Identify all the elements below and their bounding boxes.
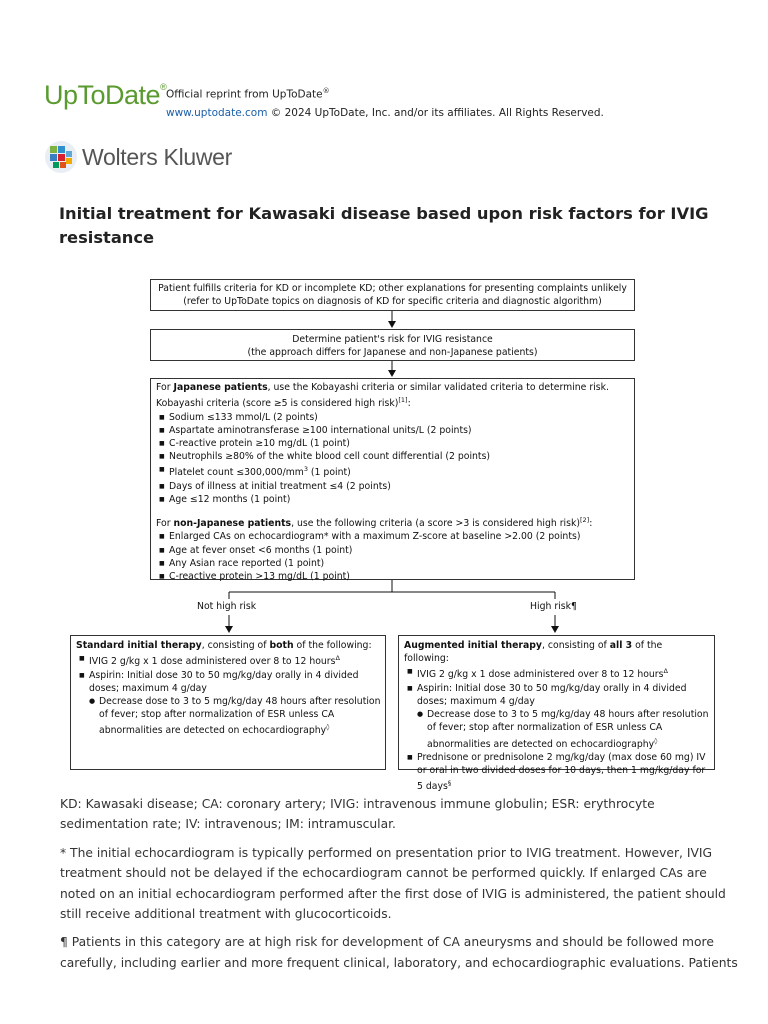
reprint-line: Official reprint from UpToDate [166, 88, 323, 101]
flow-box-augmented-therapy [398, 635, 715, 793]
non-japanese-intro: For non-Japanese patients, use the following criteria (a score >3 is considered high risk)[2]: [156, 516, 593, 530]
list-item: ■ Sodium ≤133 mmol/L (2 points) [169, 411, 630, 424]
reprint-mark: ® [322, 87, 330, 95]
box2-line1: Determine patient's risk for IVIG resistance [292, 334, 493, 345]
ref-1: [1] [398, 396, 408, 405]
kobayashi-list [156, 411, 630, 507]
list-item: ● Decrease dose to 3 to 5 mg/kg/day 48 hours after resolution of fever; stop after normalization of ESR unless CA abnormalities are detected on echocardiography◊ [99, 695, 381, 738]
list-item: ■ Aspirin: Initial dose 30 to 50 mg/kg/day orally in 4 divided doses; maximum 4 g/day [417, 682, 710, 708]
non-japanese-list [156, 530, 630, 583]
list-item: ■ C-reactive protein ≥10 mg/dL (1 point) [169, 437, 630, 450]
uptodate-logo [44, 80, 166, 111]
japanese-label: Japanese patients [173, 382, 268, 393]
list-item: ● Decrease dose to 3 to 5 mg/kg/day 48 hours after resolution of fever; stop after normalization of ESR unless CA abnormalities are detected on echocardiography◊ [427, 708, 710, 751]
echocardiogram-note: * The initial echocardiogram is typically performed on presentation prior to IVIG treatment. However, IVIG treatment should not be delayed if the echocardiogram cannot be performed quickly. If enlarged CAs are noted on an initial echocardiogram performed after the first dose of IVIG is administered, the patient should still receive additional treatment with glucocorticoids. [60, 845, 726, 922]
list-item: ■ IVIG 2 g/kg x 1 dose administered over 8 to 12 hours$^\Delta$ [417, 665, 710, 681]
abbreviations-note: KD: Kawasaki disease; CA: coronary artery; IVIG: intravenous immune globulin; ESR: erythrocyte sedimentation rate; IV: intravenous; IM: intramuscular. [60, 797, 655, 832]
japanese-intro: For Japanese patients, use the Kobayashi criteria or similar validated criteria to determine risk. [156, 382, 609, 393]
list-item: ■ Age at fever onset <6 months (1 point) [169, 544, 630, 557]
wolters-kluwer-logo [44, 140, 232, 174]
list-item: ■ Any Asian race reported (1 point) [169, 557, 630, 570]
box1-line1: Patient fulfills criteria for KD or incomplete KD; other explanations for presenting complaints unlikely [158, 283, 627, 294]
box2-line2: (the approach differs for Japanese and non-Japanese patients) [247, 347, 538, 359]
flow-box-risk [150, 329, 635, 361]
publisher-name: Wolters Kluwer [82, 143, 233, 170]
flow-box-standard-therapy [70, 635, 386, 770]
reprint-notice [166, 82, 604, 122]
augmented-heading: Augmented initial therapy, consisting of all 3 of the following: [404, 640, 663, 665]
list-item: ■ Neutrophils ≥80% of the white blood cell count differential (2 points) [169, 450, 630, 463]
ref-2: [2] [580, 516, 590, 525]
list-item: ■ IVIG 2 g/kg x 1 dose administered over 8 to 12 hours$^\Delta$ [89, 652, 381, 668]
list-item: ■ C-reactive protein >13 mg/dL (1 point) [169, 570, 630, 583]
label-not-high-risk: Not high risk [197, 601, 257, 612]
flow-box-criteria [150, 279, 635, 311]
label-high-risk: High risk¶ [530, 601, 577, 612]
list-item: ■ Prednisone or prednisolone 2 mg/kg/day (max dose 60 mg) IV or oral in two divided doses for 10 days, then 1 mg/kg/day for 5 days§ [417, 751, 710, 794]
flow-box-risk-criteria [150, 378, 635, 580]
standard-heading: Standard initial therapy, consisting of both of the following: [76, 640, 372, 651]
standard-list [76, 652, 381, 737]
box1-line2: (refer to UpToDate topics on diagnosis of KD for specific criteria and diagnostic algorithm) [183, 296, 602, 308]
list-item: ■ Aspirin: Initial dose 30 to 50 mg/kg/day orally in 4 divided doses; maximum 4 g/day [89, 669, 381, 695]
non-japanese-label: non-Japanese patients [173, 518, 292, 530]
kobayashi-line: Kobayashi criteria (score ≥5 is considered high risk)[1]: [156, 396, 411, 410]
brand-text: UpToDate [44, 80, 161, 110]
footnotes [60, 794, 740, 973]
brand-mark: ® [160, 82, 167, 92]
list-item: ■ Age ≤12 months (1 point) [169, 493, 630, 506]
list-item: ■ Enlarged CAs on echocardiogram* with a maximum Z-score at baseline >2.00 (2 points) [169, 530, 630, 543]
list-item: ■ Platelet count $\le 300,000/mm^3$ (1 point) [169, 463, 630, 479]
copyright-text: © 2024 UpToDate, Inc. and/or its affiliates. All Rights Reserved. [270, 106, 604, 119]
list-item: ■ Days of illness at initial treatment ≤4 (2 points) [169, 480, 630, 493]
list-item: ■ Aspartate aminotransferase ≥100 international units/L (2 points) [169, 424, 630, 437]
page-title: Initial treatment for Kawasaki disease based upon risk factors for IVIG resistance [59, 204, 709, 247]
wolters-kluwer-emblem-icon [44, 140, 78, 174]
high-risk-note: ¶ Patients in this category are at high risk for development of CA aneurysms and should be followed more carefully, including earlier and more frequent clinical, laboratory, and echocardiographic evaluations. Patients [60, 935, 738, 970]
uptodate-link[interactable]: www.uptodate.com [166, 106, 268, 119]
augmented-list [404, 665, 710, 793]
